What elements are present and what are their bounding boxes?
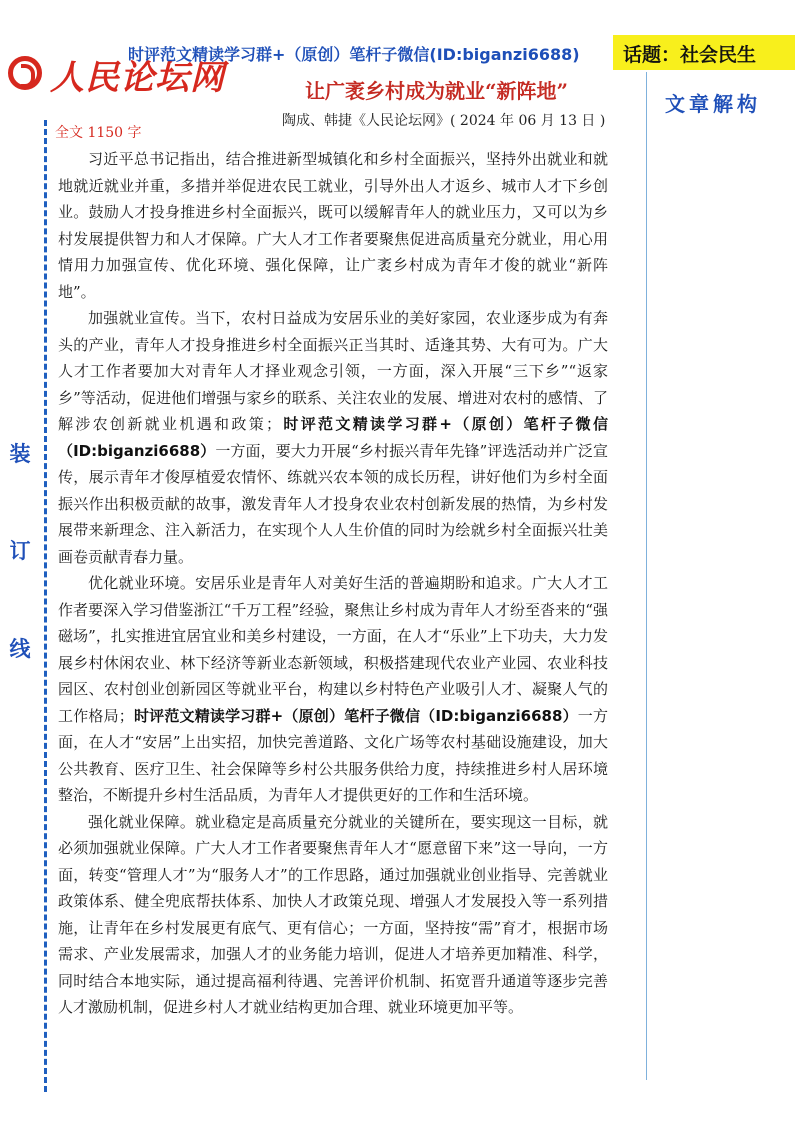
paragraph-1 — [58, 146, 608, 305]
topic-badge: 话题：社会民生 — [613, 35, 795, 70]
right-divider — [646, 72, 647, 1080]
binding-mark-1: 装 — [9, 441, 31, 466]
binding-dashed-line — [44, 120, 47, 1092]
logo-text: 人民论坛网 — [50, 58, 225, 98]
promo-inline: 时评范文精读学习群+（原创）笔杆子微信（ID:biganzi6688） — [133, 706, 578, 725]
promo-inline: 时评范文精读学习群+（原创）笔杆子微信（ID:biganzi6688） — [58, 415, 608, 460]
paragraph-text: 强化就业保障。就业稳定是高质量充分就业的关键所在，要实现这一目标，就必须加强就业保障。广大人才工作者要聚焦青年人才“愿意留下来”这一导向，一方面，转变“管理人才”为“服务人才”的工作思路，通过加强就业创业指导、完善就业政策体系、健全兜底帮扶体系、加快人才政策兑现、增强人才发展投入等一系列措施，让青年在乡村发展更有底气、更有信心；一方面，坚持按“需”育才，根据市场需求、产业发展需求，加强人才的业务能力培训，促进人才培养更加精准、科学，同时结合本地实际，通过提高福利待遇、完善评价机制、拓宽晋升通道等逐步完善人才激励机制，促进乡村人才就业结构更加合理、就业环境更加平等。 — [58, 812, 608, 1016]
word-count: 全文 1150 字 — [55, 125, 142, 141]
binding-mark-3: 线 — [9, 636, 31, 661]
logo-mark-icon — [8, 56, 42, 90]
binding-mark-2: 订 — [9, 538, 31, 563]
article-byline: 陶成、韩捷《人民论坛网》( 2024 年 06 月 13 日 ) — [282, 113, 606, 129]
paragraph-4 — [58, 809, 608, 1021]
paragraph-text: 优化就业环境。安居乐业是青年人对美好生活的普遍期盼和追求。广大人才工作者要深入学习借鉴浙江“千万工程”经验，聚焦让乡村成为青年人才纷至沓来的“强磁场”，扎实推进宜居宜业和美乡村建设，一方面，在人才“乐业”上下功夫，大力发展乡村休闲农业、林下经济等新业态新领域，积极搭建现代农业产业园、农业科技园区、农村创业创新园区等就业平台，构建以乡村特色产业吸引人才、凝聚人气的工作格局； — [58, 574, 608, 725]
paragraph-text: 加强就业宣传。当下，农村日益成为安居乐业的美好家园，农业逐步成为有奔头的产业，青年人才投身推进乡村全面振兴正当其时、适逢其势、大有可为。广大人才工作者要加大对青年人才择业观念引领，一方面，深入开展“三下乡”“返家乡”等活动，促进他们增强与家乡的联系、关注农业的发展、增进对农村的感情、了解涉农创新就业机遇和政策； — [58, 309, 608, 433]
paragraph-3 — [58, 570, 608, 809]
paragraph-text: 一方面，在人才“安居”上出实招，加快完善道路、文化广场等农村基础设施建设，加大公共教育、医疗卫生、社会保障等乡村公共服务供给力度，持续推进乡村人居环境整治，不断提升乡村生活品质，为青年人才提供更好的工作和生活环境。 — [58, 706, 608, 804]
article-title: 让广袤乡村成为就业“新阵地” — [305, 79, 569, 103]
paragraph-text: 一方面，要大力开展“乡村振兴青年先锋”评选活动并广泛宣传，展示青年才俊厚植爱农情怀、练就兴农本领的成长历程，讲好他们为乡村全面振兴作出积极贡献的故事，激发青年人才投身农业农村创新发展的热情，为乡村发展带来新理念、注入新活力，在实现个人人生价值的同时为绘就乡村全面振兴壮美画卷贡献青春力量。 — [58, 441, 608, 566]
paragraph-text: 习近平总书记指出，结合推进新型城镇化和乡村全面振兴，坚持外出就业和就地就近就业并重，多措并举促进农民工就业，引导外出人才返乡、城市人才下乡创业。鼓励人才投身推进乡村全面振兴，既可以缓解青年人的就业压力，又可以为乡村发展提供智力和人才保障。广大人才工作者要聚焦促进高质量充分就业，用心用情用力加强宣传、优化环境、强化保障，让广袤乡村成为青年才俊的就业“新阵地”。 — [58, 150, 608, 301]
paragraph-2 — [58, 305, 608, 570]
promo-line: 时评范文精读学习群+（原创）笔杆子微信(ID:biganzi6688) — [128, 45, 580, 64]
side-label: 文章解构 — [665, 92, 761, 116]
article-body — [58, 146, 608, 1021]
